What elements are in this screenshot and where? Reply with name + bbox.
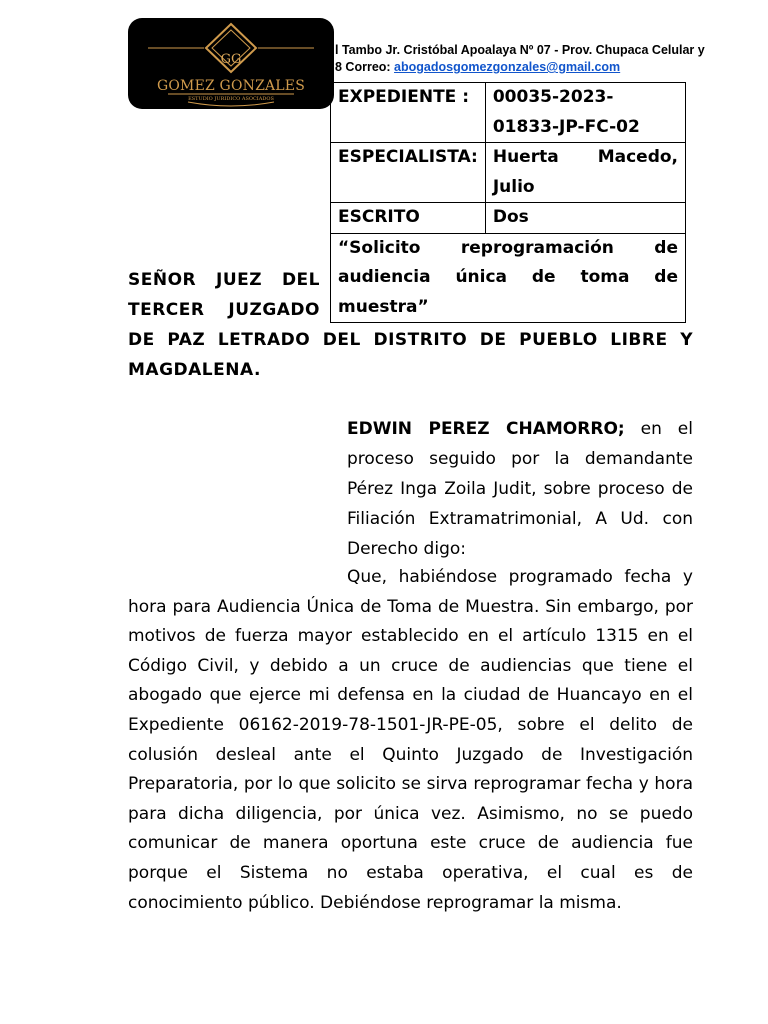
header-contact-line [335,60,620,74]
table-label-escrito: ESCRITO [331,203,486,234]
intro-text: en el proceso seguido por la demandante Pérez Inga Zoila Judit, sobre proceso de Filiación Extramatrimonial, A Ud. con Derecho digo: [347,419,693,559]
case-info-table [330,82,686,323]
law-firm-logo [128,18,334,109]
logo-brand-name: GOMEZ GONZALES [156,78,306,94]
header-email-label: 8 Correo: [335,60,395,74]
table-value-expediente: 00035-2023-01833-JP-FC-02 [485,83,685,143]
table-row [331,143,686,203]
table-row [331,203,686,234]
logo-tagline: ESTUDIO JURIDICO ASOCIADOS [188,96,274,102]
table-subject: “Solicito reprogramación de audiencia única de toma de muestra” [331,233,686,323]
addressee-line-1: SEÑOR JUEZ DEL TERCER JUZGADO [128,270,320,320]
addressee-line-2: DE PAZ LETRADO DEL DISTRITO DE PUEBLO LIBRE Y MAGDALENA. [128,330,693,380]
email-link[interactable]: abogadosgomezgonzales@gmail.com [394,60,621,74]
table-label-especialista: ESPECIALISTA: [331,143,486,203]
table-value-especialista: Huerta Macedo, Julio [485,143,685,203]
table-row [331,233,686,323]
body-paragraph: Que, habiéndose programado fecha y hora para Audiencia Única de Toma de Muestra. Sin embargo, por motivos de fuerza mayor establecido en el artículo 1315 en el Código Civil, y debido a un cruce de audiencias que tiene el abogado que ejerce mi defensa en la ciudad de Huancayo en el Expediente 06162-2019-78-1501-JR-PE-05, sobre el delito de colusión desleal ante el Quinto Juzgado de Investigación Preparatoria, por lo que solicito se sirva reprogramar fecha y hora para dicha diligencia, por única vez. Asimismo, no se puedo comunicar de manera oportuna este cruce de audiencia fue porque el Sistema no estaba operativa, el cual es de conocimiento público. Debiéndose reprogramar la misma. [128,567,693,913]
logo-monogram: GG [220,52,242,67]
intro-paragraph [347,414,693,564]
table-row [331,83,686,143]
header-address-line: l Tambo Jr. Cristóbal Apoalaya Nº 07 - Prov. Chupaca Celular y [335,43,705,57]
table-value-escrito: Dos [485,203,685,234]
table-label-expediente: EXPEDIENTE : [331,83,486,143]
petitioner-name: EDWIN PEREZ CHAMORRO; [347,419,625,439]
